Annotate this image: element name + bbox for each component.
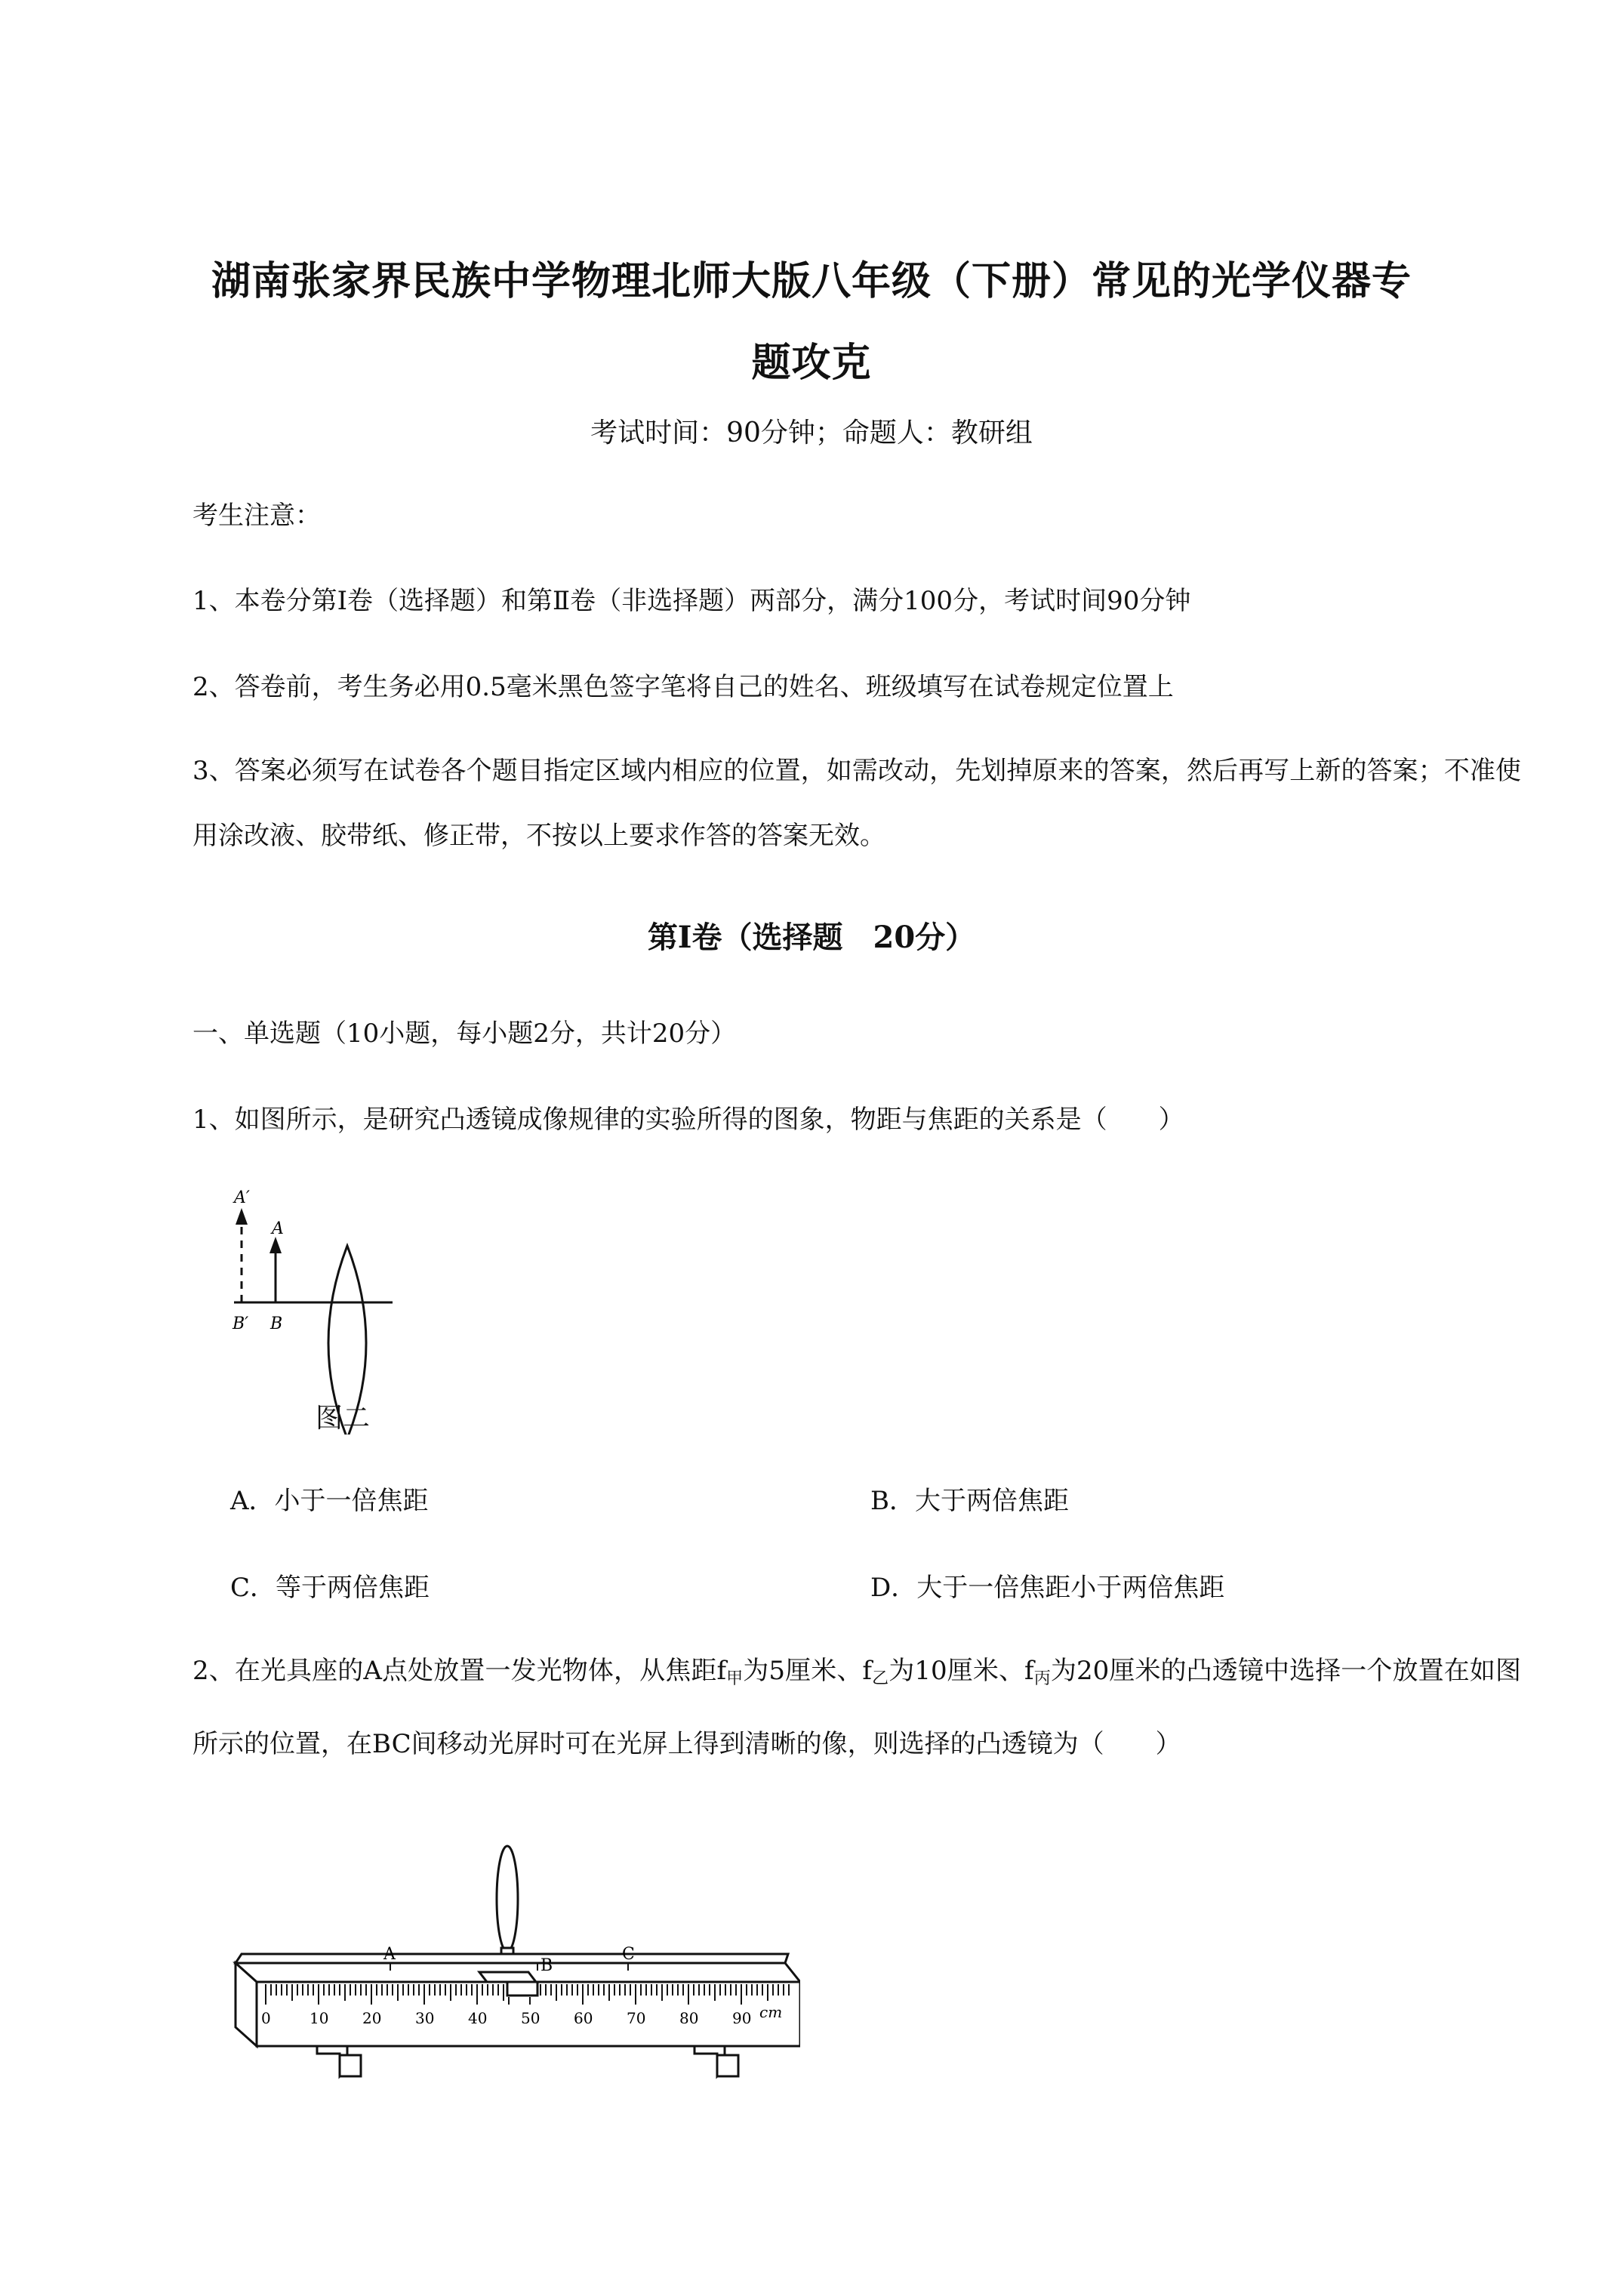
notice-heading: 考生注意：	[192, 501, 321, 531]
notice-item-2: 2、答卷前，考生务必用0.5毫米黑色签字笔将自己的姓名、班级填写在试卷规定位置上	[192, 672, 1174, 702]
point-b-label: B	[540, 1956, 553, 1975]
question-1-option-d[interactable]: D．大于一倍焦距小于两倍焦距	[870, 1573, 1225, 1603]
lens-base	[479, 1972, 536, 1982]
virtual-image-arrowhead	[236, 1208, 248, 1225]
question-1-figure	[219, 1178, 415, 1435]
question-1-option-b[interactable]: B．大于两倍焦距	[870, 1486, 1069, 1516]
tick-0: 0	[261, 2009, 271, 2027]
bench-top	[236, 1954, 788, 1963]
label-a: A	[272, 1219, 284, 1238]
tick-40: 40	[468, 2009, 488, 2027]
question-2-figure	[226, 1842, 800, 2091]
label-b: B	[270, 1314, 283, 1333]
tick-90: 90	[732, 2009, 752, 2027]
exam-title-line1: 湖南张家界民族中学物理北师大版八年级（下册）常见的光学仪器专	[211, 258, 1412, 304]
notice-item-1: 1、本卷分第Ⅰ卷（选择题）和第Ⅱ卷（非选择题）两部分，满分100分，考试时间90分钟	[192, 586, 1191, 616]
question-1-option-a[interactable]: A．小于一倍焦距	[230, 1486, 429, 1516]
question-1-figure-caption: 图二	[316, 1403, 371, 1434]
tick-20: 20	[362, 2009, 382, 2027]
tick-80: 80	[679, 2009, 699, 2027]
unit-cm: cm	[759, 2003, 783, 2021]
question-1-option-c[interactable]: C．等于两倍焦距	[230, 1573, 430, 1603]
exam-info: 考试时间：90分钟；命题人：教研组	[590, 418, 1033, 448]
point-a-label: A	[383, 1945, 396, 1964]
label-b-image: B′	[233, 1314, 249, 1333]
lens	[497, 1846, 518, 1952]
tick-70: 70	[627, 2009, 646, 2027]
tick-10: 10	[310, 2009, 329, 2027]
question-2-stem: 2、在光具座的A点处放置一发光物体，从焦距$f_甲$为5厘米、$f_乙$为10厘米、$f_丙$为20厘米的凸透镜中选择一个放置在如图所示的位置，在BC间移动光屏时可在光屏上得到清晰的像，则选择的凸透镜为（ ）	[192, 1656, 1521, 1759]
object-arrowhead	[269, 1237, 282, 1253]
question-1-stem: 1、如图所示，是研究凸透镜成像规律的实验所得的图象，物距与焦距的关系是（ ）	[192, 1105, 1184, 1135]
tick-50: 50	[521, 2009, 540, 2027]
section-title: 第Ⅰ卷（选择题 20分）	[647, 920, 976, 955]
notice-item-3: 3、答案必须写在试卷各个题目指定区域内相应的位置，如需改动，先划掉原来的答案，然后再写上新的答案；不准使用涂改液、胶带纸、修正带，不按以上要求作答的答案无效。	[192, 756, 1521, 851]
tick-30: 30	[415, 2009, 435, 2027]
tick-60: 60	[574, 2009, 593, 2027]
label-a-image: A′	[234, 1188, 250, 1207]
exam-title-line2: 题攻克	[751, 340, 872, 386]
point-c-label: C	[622, 1945, 635, 1964]
part-heading: 一、单选题（10小题，每小题2分，共计20分）	[192, 1019, 737, 1049]
